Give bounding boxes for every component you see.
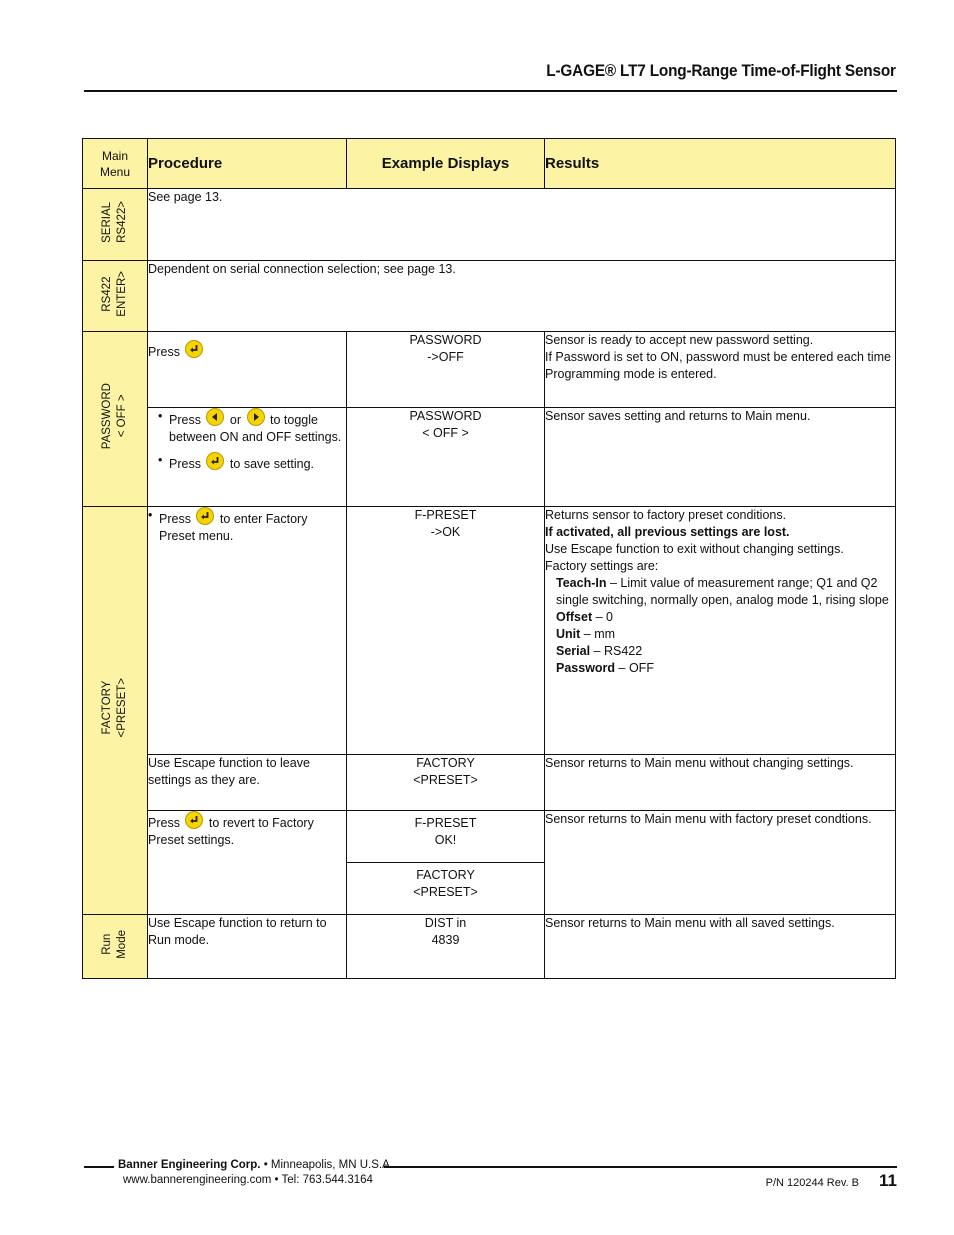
page-title: L-GAGE® LT7 Long-Range Time-of-Flight Sensor bbox=[546, 62, 896, 80]
teach-in-text: – Limit value of measurement range; Q1 and Q2 bbox=[606, 576, 878, 590]
press-text: Press bbox=[148, 816, 180, 830]
password-setting-label: Password bbox=[556, 661, 616, 675]
display-line2: 4839 bbox=[431, 933, 460, 947]
display-panel-b bbox=[347, 863, 544, 901]
part-number: P/N 120244 Rev. B bbox=[765, 1177, 859, 1189]
password-proc-2 bbox=[148, 408, 347, 507]
footer-company bbox=[118, 1159, 390, 1171]
footer-rule-right bbox=[384, 1166, 897, 1168]
rs422-text: Dependent on serial connection selection; see page 13. bbox=[148, 261, 896, 332]
display-line1: FACTORY bbox=[416, 756, 475, 770]
save-text: to save setting. bbox=[229, 457, 314, 471]
toggle-text: to toggle bbox=[270, 413, 318, 427]
result-line3: Use Escape function to exit without changing settings. bbox=[545, 542, 844, 556]
left-arrow-button-icon bbox=[206, 408, 224, 426]
display-line1: DIST in bbox=[424, 916, 467, 930]
display-line2: ->OK bbox=[430, 525, 461, 539]
revert-text-line2: Preset settings. bbox=[148, 833, 235, 847]
main-menu-header-line1: Main bbox=[101, 148, 128, 163]
result-line2: If Password is set to ON, password must be entered each time bbox=[545, 350, 891, 364]
factory-proc-3 bbox=[148, 811, 347, 915]
display-line1: F-PRESET bbox=[414, 508, 477, 522]
proc-line1: Use Escape function to leave bbox=[148, 756, 310, 770]
result-warning: If activated, all previous settings are lost. bbox=[545, 525, 790, 539]
press-text: Press bbox=[169, 457, 201, 471]
enter-button-icon bbox=[206, 452, 224, 470]
menu-label-serial bbox=[83, 189, 148, 261]
table-row-password-1 bbox=[83, 332, 896, 408]
header-rule bbox=[84, 90, 897, 92]
serial-setting-label: Serial bbox=[556, 644, 591, 658]
display-line1: FACTORY bbox=[416, 868, 475, 882]
enter-factory-text-line2: Preset menu. bbox=[159, 529, 234, 543]
list-item bbox=[158, 408, 346, 446]
password-label-line2: < OFF > bbox=[116, 395, 128, 438]
menu-label-run-mode bbox=[83, 915, 148, 979]
display-line2: ->OFF bbox=[427, 350, 464, 364]
unit-label: Unit bbox=[556, 627, 581, 641]
offset-label: Offset bbox=[556, 610, 593, 624]
menu-label-rs422 bbox=[83, 261, 148, 332]
list-item bbox=[158, 452, 346, 473]
run-display bbox=[347, 915, 545, 979]
run-result: Sensor returns to Main menu with all saved settings. bbox=[545, 915, 896, 979]
teach-in-label: Teach-In bbox=[556, 576, 607, 590]
revert-text: to revert to Factory bbox=[208, 816, 314, 830]
password-result-1 bbox=[545, 332, 896, 408]
password-label-line1: PASSWORD bbox=[101, 383, 113, 450]
password-proc-1 bbox=[148, 332, 347, 408]
table-header-row bbox=[83, 139, 896, 189]
display-line1: PASSWORD bbox=[409, 333, 482, 347]
run-proc bbox=[148, 915, 347, 979]
press-text: Press bbox=[159, 512, 191, 526]
result-line3: Programming mode is entered. bbox=[545, 367, 717, 381]
company-name: Banner Engineering Corp. bbox=[118, 1159, 261, 1171]
proc-line1: Use Escape function to return to bbox=[148, 916, 327, 930]
serial-label-line1: SERIAL bbox=[101, 201, 113, 243]
factory-result-3: Sensor returns to Main menu with factory preset condtions. bbox=[545, 811, 896, 915]
table-row-serial bbox=[83, 189, 896, 261]
result-line1: Returns sensor to factory preset conditions. bbox=[545, 508, 787, 522]
run-label-line1: Run bbox=[101, 933, 113, 955]
table-row-factory-1 bbox=[83, 507, 896, 755]
password-display-1 bbox=[347, 332, 545, 408]
list-item bbox=[148, 507, 346, 545]
factory-label-line2: <PRESET> bbox=[116, 678, 128, 738]
rs422-label-line2: ENTER> bbox=[116, 270, 128, 317]
or-text: or bbox=[229, 413, 242, 427]
page-number: 11 bbox=[879, 1171, 897, 1190]
offset-text: – 0 bbox=[592, 610, 613, 624]
factory-display-2 bbox=[347, 755, 545, 811]
results-header: Results bbox=[545, 139, 896, 189]
unit-text: – mm bbox=[580, 627, 616, 641]
table-row-run-mode bbox=[83, 915, 896, 979]
factory-proc-1 bbox=[148, 507, 347, 755]
proc-line2: Run mode. bbox=[148, 933, 210, 947]
display-line1: F-PRESET bbox=[414, 816, 477, 830]
example-displays-header: Example Displays bbox=[347, 139, 545, 189]
company-location: • Minneapolis, MN U.S.A bbox=[260, 1159, 390, 1171]
serial-text: See page 13. bbox=[148, 189, 896, 261]
display-line1: PASSWORD bbox=[409, 409, 482, 423]
factory-result-2: Sensor returns to Main menu without changing settings. bbox=[545, 755, 896, 811]
right-arrow-button-icon bbox=[247, 408, 265, 426]
factory-label-line1: FACTORY bbox=[101, 681, 113, 735]
footer-rule-left bbox=[84, 1166, 114, 1168]
enter-button-icon bbox=[196, 507, 214, 525]
factory-settings-list bbox=[545, 575, 895, 677]
rs422-label-line1: RS422 bbox=[101, 275, 113, 312]
serial-setting-text: – RS422 bbox=[590, 644, 643, 658]
display-panel-a bbox=[347, 811, 544, 862]
main-menu-header-line2: Menu bbox=[99, 164, 131, 179]
result-line4: Factory settings are: bbox=[545, 559, 659, 573]
table-row-factory-2 bbox=[83, 755, 896, 811]
factory-display-1 bbox=[347, 507, 545, 755]
enter-button-icon bbox=[185, 340, 203, 358]
press-text: Press bbox=[169, 413, 201, 427]
table-row-rs422 bbox=[83, 261, 896, 332]
password-result-2: Sensor saves setting and returns to Main menu. bbox=[545, 408, 896, 507]
display-line2: < OFF > bbox=[422, 426, 469, 440]
password-setting-text: – OFF bbox=[615, 661, 654, 675]
password-display-2 bbox=[347, 408, 545, 507]
press-text: Press bbox=[148, 345, 180, 359]
run-label-line2: Mode bbox=[116, 929, 128, 959]
proc-line2: settings as they are. bbox=[148, 773, 260, 787]
main-menu-header bbox=[83, 139, 148, 189]
display-line2: OK! bbox=[434, 833, 457, 847]
factory-display-3 bbox=[347, 811, 545, 915]
result-line1: Sensor is ready to accept new password setting. bbox=[545, 333, 814, 347]
factory-result-1 bbox=[545, 507, 896, 755]
table-row-factory-3 bbox=[83, 811, 896, 915]
table-row-password-2 bbox=[83, 408, 896, 507]
footer-contact: www.bannerengineering.com • Tel: 763.544.3164 bbox=[123, 1174, 373, 1186]
factory-proc-2 bbox=[148, 755, 347, 811]
enter-factory-text: to enter Factory bbox=[219, 512, 308, 526]
menu-label-password bbox=[83, 332, 148, 507]
serial-label-line2: RS422> bbox=[116, 201, 128, 243]
procedure-header: Procedure bbox=[148, 139, 347, 189]
procedure-table bbox=[82, 138, 896, 979]
enter-button-icon bbox=[185, 811, 203, 829]
menu-label-factory bbox=[83, 507, 148, 915]
display-line2: <PRESET> bbox=[413, 773, 478, 787]
toggle-text-line2: between ON and OFF settings. bbox=[169, 430, 342, 444]
teach-in-text-line2: single switching, normally open, analog mode 1, rising slope bbox=[556, 593, 889, 607]
display-line2: <PRESET> bbox=[413, 885, 478, 899]
